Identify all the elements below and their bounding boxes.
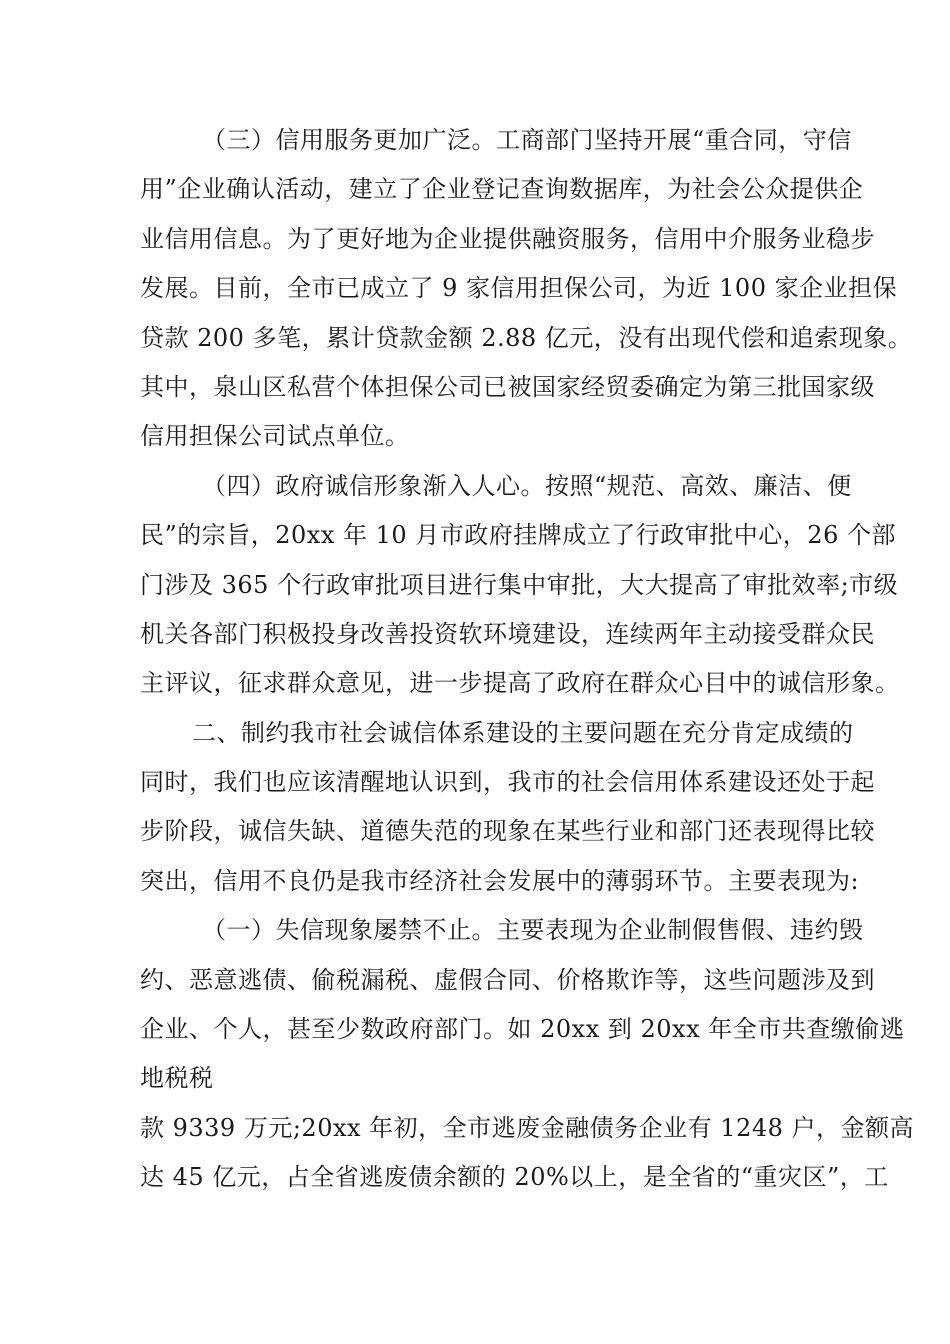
paragraph-line: （四）政府诚信形象渐入人心。按照“规范、高效、廉洁、便	[202, 471, 852, 500]
paragraph-line: 信用担保公司试点单位。	[140, 422, 410, 451]
paragraph-line: 用”企业确认活动，建立了企业登记查询数据库，为社会公众提供企	[140, 175, 864, 204]
paragraph-line: 贷款 200 多笔，累计贷款金额 2.88 亿元，没有出现代偿和追索现象。	[140, 323, 913, 352]
paragraph-line: 企业、个人，甚至少数政府部门。如 20xx 到 20xx 年全市共查缴偷逃	[140, 1015, 905, 1044]
paragraph-line: 突出，信用不良仍是我市经济社会发展中的薄弱环节。主要表现为:	[140, 866, 860, 895]
paragraph-line: 款 9339 万元;20xx 年初，全市逃废金融债务企业有 1248 户，金额高	[140, 1113, 914, 1142]
paragraph-line: 机关各部门积极投身改善投资软环境建设，连续两年主动接受群众民	[140, 619, 875, 648]
paragraph-line: （三）信用服务更加广泛。工商部门坚持开展“重合同，守信	[202, 126, 852, 154]
paragraph-line: 业信用信息。为了更好地为企业提供融资服务，信用中介服务业稳步	[140, 224, 875, 253]
paragraph-line: 主评议，征求群众意见，进一步提高了政府在群众心目中的诚信形象。	[140, 669, 900, 698]
paragraph-line: 其中，泉山区私营个体担保公司已被国家经贸委确定为第三批国家级	[140, 372, 875, 401]
paragraph-line: 民”的宗旨，20xx 年 10 月市政府挂牌成立了行政审批中心，26 个部	[140, 521, 896, 550]
paragraph-line: （一）失信现象屡禁不止。主要表现为企业制假售假、违约毁	[202, 916, 864, 945]
paragraph-line: 步阶段，诚信失缺、道德失范的现象在某些行业和部门还表现得比较	[140, 817, 875, 846]
paragraph-line: 约、恶意逃债、偷税漏税、虚假合同、价格欺诈等，这些问题涉及到	[140, 965, 875, 994]
section-heading-line: 二、制约我市社会诚信体系建设的主要问题在充分肯定成绩的	[192, 718, 854, 747]
paragraph-line: 同时，我们也应该清醒地认识到，我市的社会信用体系建设还处于起	[140, 768, 875, 797]
paragraph-line: 地税税	[140, 1064, 214, 1093]
paragraph-line: 门涉及 365 个行政审批项目进行集中审批，大大提高了审批效率;市级	[140, 570, 899, 599]
document-body	[140, 116, 914, 1203]
paragraph-line: 发展。目前，全市已成立了 9 家信用担保公司，为近 100 家企业担保	[140, 274, 898, 303]
paragraph-line: 达 45 亿元，占全省逃废债余额的 20%以上，是全省的“重灾区”，工	[140, 1163, 889, 1192]
